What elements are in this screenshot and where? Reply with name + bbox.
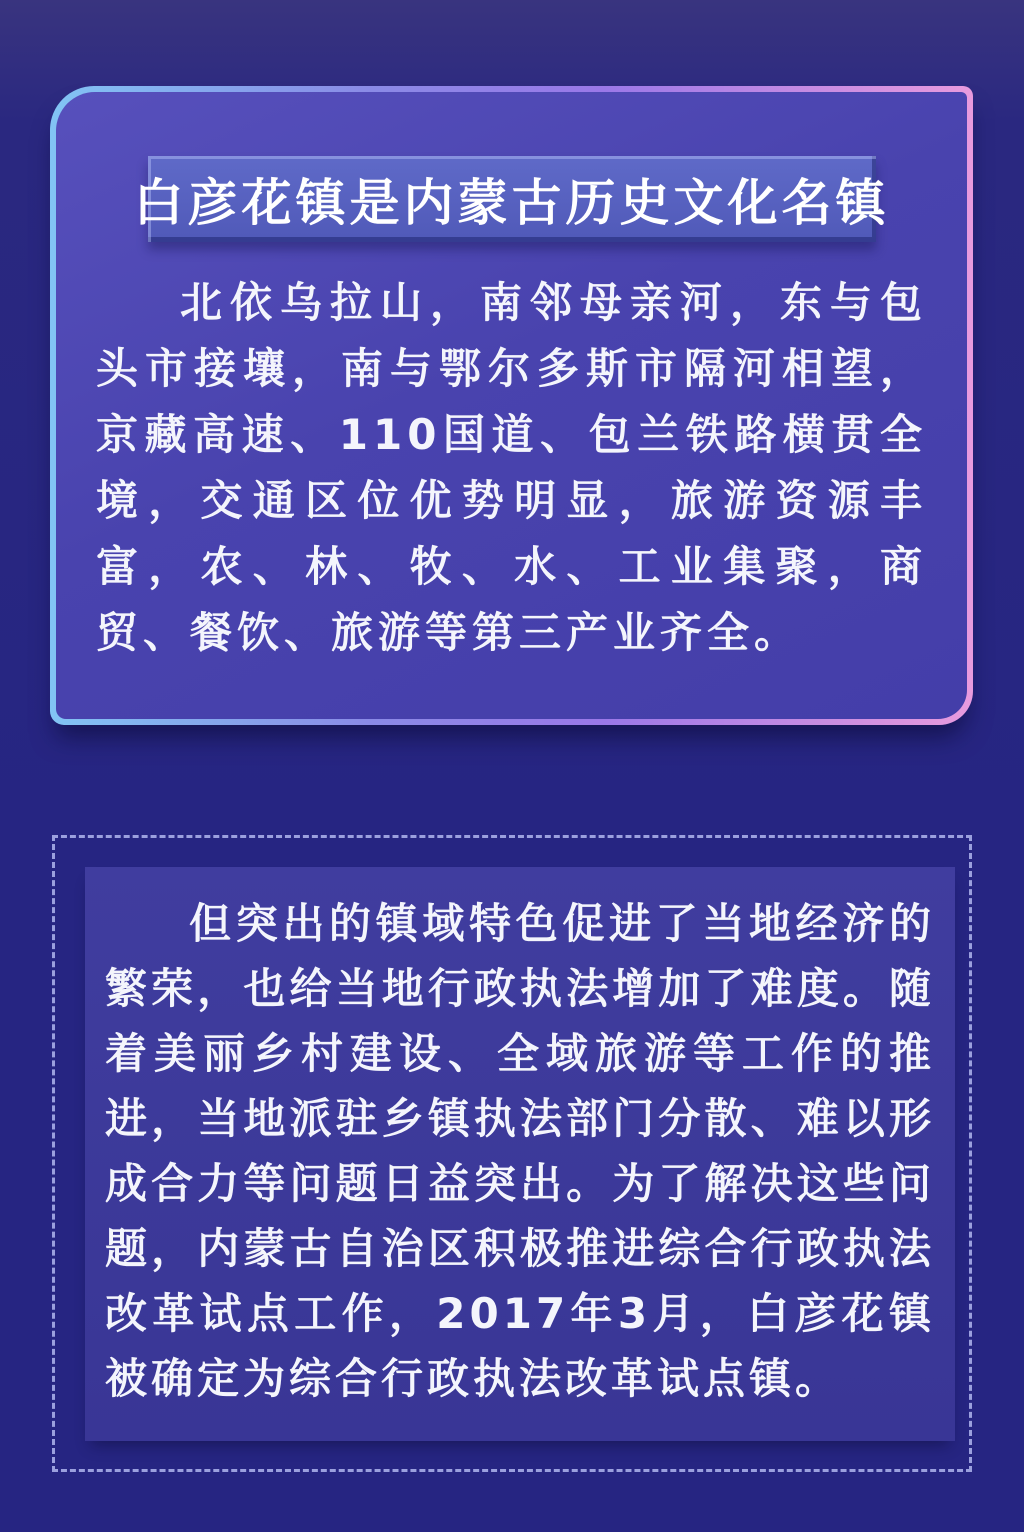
card-title-box <box>133 156 890 242</box>
intro-card <box>50 86 973 725</box>
highlight-paragraph: 但突出的镇域特色促进了当地经济的繁荣，也给当地行政执法增加了难度。随着美丽乡村建设、全域旅游等工作的推进，当地派驻乡镇执法部门分散、难以形成合力等问题日益突出。为了解决这些问题，内蒙古自治区积极推进综合行政执法改革试点工作，2017年3月，白彦花镇被确定为综合行政执法改革试点镇。 <box>105 899 935 1403</box>
intro-card-inner <box>56 92 967 719</box>
page-title: 白彦花镇是内蒙古历史文化名镇 <box>133 174 890 232</box>
intro-paragraph: 北依乌拉山，南邻母亲河，东与包头市接壤，南与鄂尔多斯市隔河相望，京藏高速、110国道、包兰铁路横贯全境，交通区位优势明显，旅游资源丰富，农、林、牧、水、工业集聚，商贸、餐饮、旅游等第三产业齐全。 <box>96 278 927 657</box>
highlight-section <box>52 835 972 1472</box>
highlight-panel <box>85 867 955 1441</box>
